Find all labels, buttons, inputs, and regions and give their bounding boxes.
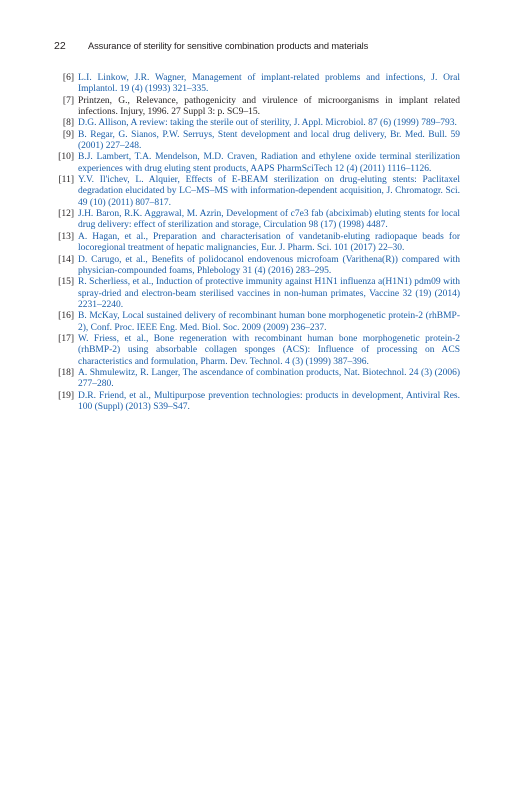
reference-number: [15]: [58, 277, 74, 288]
reference-item: [54, 130, 460, 153]
reference-number: [18]: [58, 367, 74, 378]
reference-item: [54, 73, 460, 96]
reference-link[interactable]: W. Friess, et al., Bone regeneration with recombinant human bone morphogenetic protein-2 (rhBMP-2) using absorbable collagen sponges (ACS): Influence of processing on ACS characteristics and formulation, Pharm. Dev. Technol. 4 (3) (1999) 387–396.: [78, 333, 460, 367]
running-header: [54, 40, 491, 54]
reference-item: [54, 334, 460, 368]
reference-item: [54, 152, 460, 175]
running-title: Assurance of sterility for sensitive combination products and materials: [88, 41, 369, 51]
reference-number: [17]: [58, 333, 74, 344]
reference-link[interactable]: J.H. Baron, R.K. Aggrawal, M. Azrin, Development of c7e3 fab (abciximab) eluting stents for local drug delivery: effect of sterilization and storage, Circulation 98 (17) (1998) 4487.: [78, 209, 460, 231]
reference-item: [54, 391, 460, 414]
reference-item: [54, 311, 460, 334]
reference-link[interactable]: A. Shmulewitz, R. Langer, The ascendance of combination products, Nat. Biotechnol. 24 (3) (2006) 277–280.: [78, 367, 460, 390]
reference-link[interactable]: D. Carugo, et al., Benefits of polidocanol endovenous microfoam (Varithena(R)) compared with physician-compounded foams, Phlebology 31 (4) (2016) 283–295.: [78, 254, 460, 276]
reference-number: [16]: [58, 311, 74, 322]
reference-number: [11]: [58, 175, 74, 186]
reference-number: [13]: [58, 231, 74, 242]
reference-link[interactable]: L.I. Linkow, J.R. Wagner, Management of implant-related problems and infections, J. Oral Implantol. 19 (4) (1993) 321–335.: [78, 73, 460, 95]
reference-link[interactable]: A. Hagan, et al., Preparation and characterisation of vandetanib-eluting radiopaque beads for locoregional treatment of hepatic malignancies, Eur. J. Pharm. Sci. 101 (2017) 22–30.: [78, 231, 460, 254]
reference-item: [54, 277, 460, 311]
reference-text: Printzen, G., Relevance, pathogenicity and virulence of microorganisms in implant related infections. Injury, 1996. 27 Suppl 3: p. SC9–15.: [78, 95, 460, 118]
reference-number: [10]: [58, 152, 74, 163]
page-number: 22: [54, 40, 66, 52]
reference-number: [14]: [58, 254, 74, 265]
reference-link[interactable]: D.G. Allison, A review: taking the sterile out of sterility, J. Appl. Microbiol. 87 (6) (1999) 789–793.: [78, 118, 457, 129]
reference-link[interactable]: R. Scherliess, et al., Induction of protective immunity against H1N1 influenza a(H1N1) pdm09 with spray-dried and electron-beam sterilised vaccines in non-human primates, Vaccine 32 (19) (2014) 2231–2240.: [78, 277, 460, 310]
reference-item: [54, 96, 460, 119]
reference-number: [12]: [58, 209, 74, 220]
reference-number: [19]: [58, 390, 74, 401]
reference-number: [6]: [62, 73, 74, 83]
reference-link[interactable]: B.J. Lambert, T.A. Mendelson, M.D. Craven, Radiation and ethylene oxide terminal sterilization experiences with drug eluting stent products, AAPS PharmSciTech 12 (4) (2011) 1116–1126.: [78, 152, 460, 174]
reference-item: [54, 368, 460, 391]
reference-link[interactable]: D.R. Friend, et al., Multipurpose prevention technologies: products in development, Antiviral Res. 100 (Suppl) (2013) S39–S47.: [78, 390, 460, 412]
reference-link[interactable]: B. McKay, Local sustained delivery of recombinant human bone morphogenetic protein-2 (rhBMP-2), Conf. Proc. IEEE Eng. Med. Biol. Soc. 2009 (2009) 236–237.: [78, 311, 460, 333]
reference-link[interactable]: B. Regar, G. Sianos, P.W. Serruys, Stent development and local drug delivery, Br. Med. Bull. 59 (2001) 227–248.: [78, 129, 460, 152]
reference-item: [54, 118, 460, 129]
reference-number: [7]: [62, 95, 74, 106]
reference-item: [54, 209, 460, 232]
reference-list: [54, 73, 460, 413]
reference-number: [9]: [62, 129, 74, 140]
reference-number: [8]: [62, 118, 74, 129]
reference-item: [54, 232, 460, 255]
reference-link[interactable]: Y.V. Il'ichev, L. Alquier, Effects of E-BEAM sterilization on drug-eluting stents: Paclitaxel degradation elucidated by LC–MS–MS with information-dependent acquisition, J. Chromatogr. Sci. 49 (10) (2011) 807–817.: [78, 175, 460, 208]
reference-item: [54, 175, 460, 209]
reference-item: [54, 255, 460, 278]
